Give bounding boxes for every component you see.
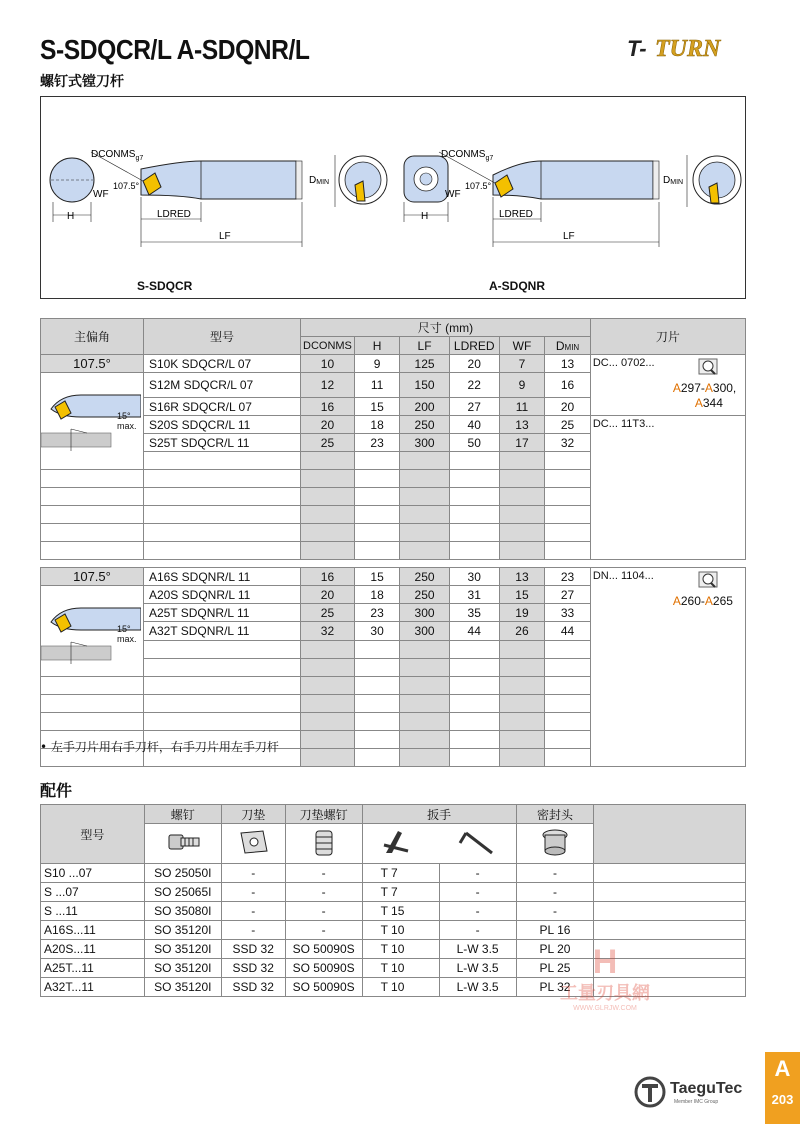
dim-cell <box>545 524 591 542</box>
wrench-icons <box>362 824 516 864</box>
dim-cell: 20 <box>301 416 355 434</box>
dim-cell: 23 <box>545 568 591 586</box>
dim-cell <box>499 658 545 676</box>
dim-cell <box>301 677 355 695</box>
insert-cell <box>590 568 745 767</box>
acc-cell: SSD 32 <box>221 959 285 978</box>
dim-cell: 13 <box>499 416 545 434</box>
page-subtitle: 螺钉式镗刀杆 <box>40 74 124 90</box>
acc-model-cell: S ...11 <box>41 902 145 921</box>
acc-cell: T 15 <box>362 902 439 921</box>
acc-cell: PL 16 <box>516 921 594 940</box>
svg-text:LDRED: LDRED <box>499 209 533 220</box>
model-cell: S16R SDQCR/L 07 <box>143 398 300 416</box>
acc-cell: PL 25 <box>516 959 594 978</box>
model-cell: A16S SDQNR/L 11 <box>143 568 300 586</box>
dim-cell <box>449 506 499 524</box>
svg-text:T-: T- <box>627 36 647 61</box>
dim-cell <box>400 470 449 488</box>
dim-cell: 20 <box>449 355 499 373</box>
model-cell <box>143 640 300 658</box>
usage-note: • 左手刀片用右手刀杆，右手刀片用左手刀杆 <box>40 740 279 754</box>
svg-text:H: H <box>67 211 75 222</box>
dim-cell <box>400 658 449 676</box>
toolholder-drawing <box>41 97 747 300</box>
diagram-caption-right: A-SDQNR <box>489 279 545 293</box>
dim-cell: 32 <box>301 622 355 640</box>
screw-icon <box>144 824 221 864</box>
dim-cell <box>301 749 355 767</box>
dim-cell <box>449 713 499 731</box>
header-col-dconms: DCONMS <box>301 337 355 355</box>
dim-cell: 9 <box>499 373 545 398</box>
model-cell <box>143 713 300 731</box>
model-cell <box>143 542 300 560</box>
acc-cell: SO 35080I <box>144 902 221 921</box>
dim-cell: 150 <box>400 373 449 398</box>
page-title: S-SDQCR/L A-SDQNR/L <box>40 34 310 65</box>
header-model: 型号 <box>143 319 300 355</box>
dim-cell <box>354 749 399 767</box>
dim-cell <box>400 524 449 542</box>
dim-cell: 25 <box>301 434 355 452</box>
model-cell <box>143 677 300 695</box>
dim-cell: 27 <box>545 586 591 604</box>
model-cell <box>143 470 300 488</box>
plug-icon <box>516 824 594 864</box>
dim-cell <box>400 677 449 695</box>
acc-cell: - <box>516 864 594 883</box>
dim-cell: 11 <box>354 373 399 398</box>
acc-cell: SO 35120I <box>144 959 221 978</box>
model-cell <box>143 452 300 470</box>
acc-cell: T 10 <box>362 940 439 959</box>
accessories-title: 配件 <box>40 781 73 800</box>
dim-cell <box>301 713 355 731</box>
dim-cell <box>354 640 399 658</box>
dim-cell <box>545 470 591 488</box>
header-dims: 尺寸 (mm) <box>301 319 591 337</box>
dim-cell: 16 <box>545 373 591 398</box>
dim-cell <box>449 677 499 695</box>
acc-header-shim: 刀垫 <box>221 805 285 824</box>
insert-code: DN... 1104... <box>592 570 654 582</box>
dim-cell: 250 <box>400 416 449 434</box>
watermark: H 工量刃具網 WWW.GLRJW.COM <box>560 943 650 1012</box>
svg-text:DMIN: DMIN <box>309 175 330 186</box>
acc-model-cell: A16S...11 <box>41 921 145 940</box>
dim-cell <box>354 713 399 731</box>
dim-cell <box>545 640 591 658</box>
diagram-caption-left: S-SDQCR <box>137 279 193 293</box>
dim-cell: 35 <box>449 604 499 622</box>
dim-cell <box>449 749 499 767</box>
header-col-ldred: LDRED <box>449 337 499 355</box>
dim-cell <box>354 506 399 524</box>
insert-cell-2: DC... 11T3... <box>590 416 745 560</box>
dim-cell <box>301 542 355 560</box>
dim-cell <box>449 488 499 506</box>
dim-cell <box>301 506 355 524</box>
dim-cell: 250 <box>400 568 449 586</box>
table-row <box>41 355 746 373</box>
dim-cell: 9 <box>354 355 399 373</box>
svg-text:TURN: TURN <box>655 36 721 62</box>
dim-cell: 12 <box>301 373 355 398</box>
dim-cell <box>545 658 591 676</box>
dim-cell <box>449 542 499 560</box>
dim-cell <box>545 506 591 524</box>
insert-code: DC... 0702... <box>592 357 655 369</box>
dim-cell <box>301 452 355 470</box>
dim-cell <box>449 640 499 658</box>
acc-cell: - <box>439 864 516 883</box>
svg-text:107.5°: 107.5° <box>465 181 492 191</box>
dim-cell <box>301 488 355 506</box>
dim-cell <box>354 452 399 470</box>
table-row <box>41 864 746 883</box>
model-cell: A32T SDQNR/L 11 <box>143 622 300 640</box>
dim-cell <box>354 658 399 676</box>
acc-cell: SO 25065I <box>144 883 221 902</box>
dim-cell <box>354 524 399 542</box>
dim-cell <box>499 749 545 767</box>
model-cell: S10K SDQCR/L 07 <box>143 355 300 373</box>
t-turn-logo <box>625 28 750 68</box>
acc-cell: SO 50090S <box>285 959 362 978</box>
table-row <box>41 921 746 940</box>
spec-table <box>40 318 746 767</box>
model-cell: A20S SDQNR/L 11 <box>143 586 300 604</box>
dim-cell <box>545 488 591 506</box>
table-row <box>41 568 746 586</box>
dim-cell <box>499 470 545 488</box>
acc-model-cell: S10 ...07 <box>41 864 145 883</box>
acc-cell: L-W 3.5 <box>439 978 516 997</box>
acc-header-shim-screw: 刀垫螺钉 <box>285 805 362 824</box>
dim-cell: 16 <box>301 568 355 586</box>
svg-text:DCONMSg7: $DCONMS_{g7}$ <box>441 149 494 162</box>
shim-screw-icon <box>285 824 362 864</box>
dim-cell: 33 <box>545 604 591 622</box>
dim-cell <box>545 713 591 731</box>
dim-cell <box>545 677 591 695</box>
header-col-wf: WF <box>499 337 545 355</box>
acc-cell: - <box>285 921 362 940</box>
acc-cell: PL 32 <box>516 978 594 997</box>
dim-cell <box>499 452 545 470</box>
dim-cell: 22 <box>449 373 499 398</box>
dim-cell: 13 <box>545 355 591 373</box>
acc-cell: - <box>285 864 362 883</box>
dim-cell <box>400 695 449 713</box>
acc-cell: - <box>221 864 285 883</box>
dim-cell: 11 <box>499 398 545 416</box>
header-col-dmin: DMIN <box>545 337 591 355</box>
insert-page-ref[interactable]: A260-A265 <box>672 594 733 608</box>
dim-cell: 200 <box>400 398 449 416</box>
model-cell: A25T SDQNR/L 11 <box>143 604 300 622</box>
dim-cell <box>354 731 399 749</box>
dim-cell: 17 <box>499 434 545 452</box>
dim-cell <box>301 470 355 488</box>
model-cell <box>143 658 300 676</box>
dim-cell <box>400 506 449 524</box>
dim-cell <box>449 452 499 470</box>
dim-cell <box>301 658 355 676</box>
s-sdqcr-drawing <box>50 149 387 247</box>
acc-cell: SO 25050I <box>144 864 221 883</box>
angle-cell: 107.5° <box>41 568 144 586</box>
shim-icon <box>221 824 285 864</box>
acc-cell: SO 35120I <box>144 921 221 940</box>
dim-cell <box>400 731 449 749</box>
dim-cell <box>545 452 591 470</box>
acc-cell: PL 20 <box>516 940 594 959</box>
model-cell <box>143 488 300 506</box>
acc-cell: - <box>516 883 594 902</box>
svg-text:107.5°: 107.5° <box>113 181 140 191</box>
header-insert: 刀片 <box>590 319 745 355</box>
dim-cell <box>400 713 449 731</box>
acc-model-cell: S ...07 <box>41 883 145 902</box>
acc-cell: SO 35120I <box>144 940 221 959</box>
svg-text:LF: LF <box>563 231 575 242</box>
dim-cell: 300 <box>400 434 449 452</box>
svg-text:WF: WF <box>93 189 109 200</box>
svg-text:H: H <box>421 211 429 222</box>
dim-cell: 27 <box>449 398 499 416</box>
table-row <box>41 416 746 434</box>
svg-text:DCONMSg7: $DCONMS_{g7}$ <box>91 149 144 162</box>
dim-cell: 16 <box>301 398 355 416</box>
dim-cell: 13 <box>499 568 545 586</box>
dim-cell <box>301 731 355 749</box>
dim-cell <box>545 695 591 713</box>
dim-cell: 15 <box>354 568 399 586</box>
acc-cell: T 7 <box>362 883 439 902</box>
acc-header-model: 型号 <box>41 805 145 864</box>
acc-cell: SSD 32 <box>221 978 285 997</box>
dim-cell: 23 <box>354 604 399 622</box>
acc-model-cell: A25T...11 <box>41 959 145 978</box>
dim-cell: 30 <box>449 568 499 586</box>
acc-cell: L-W 3.5 <box>439 940 516 959</box>
taegutec-logo: TaeguTec Member IMC Group <box>634 1072 754 1112</box>
model-cell: S20S SDQCR/L 11 <box>143 416 300 434</box>
dim-cell: 44 <box>545 622 591 640</box>
magnifier-icon <box>697 357 719 380</box>
header-col-h: H <box>354 337 399 355</box>
dim-cell <box>449 658 499 676</box>
model-cell <box>143 506 300 524</box>
dim-cell: 10 <box>301 355 355 373</box>
dim-cell: 30 <box>354 622 399 640</box>
acc-cell: - <box>285 883 362 902</box>
header-angle: 主偏角 <box>41 319 144 355</box>
table-row <box>41 883 746 902</box>
model-cell: S25T SDQCR/L 11 <box>143 434 300 452</box>
dim-cell: 15 <box>354 398 399 416</box>
dim-cell: 50 <box>449 434 499 452</box>
dim-cell: 7 <box>499 355 545 373</box>
dim-cell <box>354 677 399 695</box>
dim-cell: 20 <box>301 586 355 604</box>
header-col-lf: LF <box>400 337 449 355</box>
acc-cell: L-W 3.5 <box>439 959 516 978</box>
dim-cell: 25 <box>301 604 355 622</box>
magnifier-icon <box>697 570 719 593</box>
dim-cell <box>301 640 355 658</box>
acc-cell: T 10 <box>362 978 439 997</box>
dim-cell <box>354 470 399 488</box>
dim-cell: 40 <box>449 416 499 434</box>
acc-cell: - <box>221 902 285 921</box>
section-tab: A 203 <box>765 1052 800 1124</box>
acc-cell: SO 35120I <box>144 978 221 997</box>
dim-cell: 300 <box>400 622 449 640</box>
acc-cell: SO 50090S <box>285 978 362 997</box>
acc-cell: - <box>439 902 516 921</box>
acc-cell: SO 50090S <box>285 940 362 959</box>
dim-cell <box>400 488 449 506</box>
dim-cell <box>449 470 499 488</box>
model-cell <box>143 524 300 542</box>
acc-cell: - <box>516 902 594 921</box>
dim-cell: 18 <box>354 416 399 434</box>
dim-cell <box>400 749 449 767</box>
table-row <box>41 902 746 921</box>
acc-cell: - <box>221 921 285 940</box>
boring-angle-icon: 15° max. <box>41 373 141 463</box>
dim-cell: 300 <box>400 604 449 622</box>
dim-cell: 44 <box>449 622 499 640</box>
acc-cell: - <box>221 883 285 902</box>
dim-cell: 15 <box>499 586 545 604</box>
acc-model-cell: A20S...11 <box>41 940 145 959</box>
insert-page-ref[interactable]: A297-A300, A344 <box>672 381 737 410</box>
svg-text:LF: LF <box>219 231 231 242</box>
dim-cell <box>354 695 399 713</box>
insert-cell <box>590 355 745 416</box>
dim-cell <box>499 524 545 542</box>
dim-cell <box>499 731 545 749</box>
acc-cell: - <box>439 883 516 902</box>
svg-text:DMIN: DMIN <box>663 175 684 186</box>
toolholder-diagram <box>40 96 746 299</box>
dim-cell <box>354 542 399 560</box>
acc-header-wrench: 扳手 <box>362 805 516 824</box>
dim-cell <box>400 452 449 470</box>
a-sdqnr-drawing <box>404 149 741 247</box>
dim-cell: 18 <box>354 586 399 604</box>
acc-header-plug: 密封头 <box>516 805 594 824</box>
dim-cell <box>301 695 355 713</box>
dim-cell <box>400 542 449 560</box>
acc-cell: - <box>439 921 516 940</box>
acc-cell: T 10 <box>362 921 439 940</box>
dim-cell <box>499 542 545 560</box>
dim-cell <box>499 677 545 695</box>
dim-cell: 25 <box>545 416 591 434</box>
dim-cell <box>499 506 545 524</box>
dim-cell <box>499 640 545 658</box>
model-cell: S12M SDQCR/L 07 <box>143 373 300 398</box>
dim-cell: 32 <box>545 434 591 452</box>
dim-cell <box>499 713 545 731</box>
acc-header-screw: 螺钉 <box>144 805 221 824</box>
dim-cell <box>499 695 545 713</box>
acc-cell: T 7 <box>362 864 439 883</box>
dim-cell <box>545 749 591 767</box>
dim-cell: 31 <box>449 586 499 604</box>
dim-cell <box>449 695 499 713</box>
model-cell <box>143 695 300 713</box>
dim-cell: 250 <box>400 586 449 604</box>
dim-cell <box>499 488 545 506</box>
dim-cell: 26 <box>499 622 545 640</box>
svg-text:LDRED: LDRED <box>157 209 191 220</box>
dim-cell <box>400 640 449 658</box>
acc-cell: SSD 32 <box>221 940 285 959</box>
dim-cell <box>449 731 499 749</box>
acc-model-cell: A32T...11 <box>41 978 145 997</box>
angle-cell: 107.5° <box>41 355 144 373</box>
dim-cell: 23 <box>354 434 399 452</box>
dim-cell <box>354 488 399 506</box>
acc-cell: T 10 <box>362 959 439 978</box>
dim-cell <box>449 524 499 542</box>
dim-cell: 125 <box>400 355 449 373</box>
boring-angle-icon: 15° max. <box>41 586 141 676</box>
svg-text:WF: WF <box>445 189 461 200</box>
dim-cell <box>545 731 591 749</box>
dim-cell: 20 <box>545 398 591 416</box>
acc-cell: - <box>285 902 362 921</box>
dim-cell <box>545 542 591 560</box>
dim-cell: 19 <box>499 604 545 622</box>
dim-cell <box>301 524 355 542</box>
